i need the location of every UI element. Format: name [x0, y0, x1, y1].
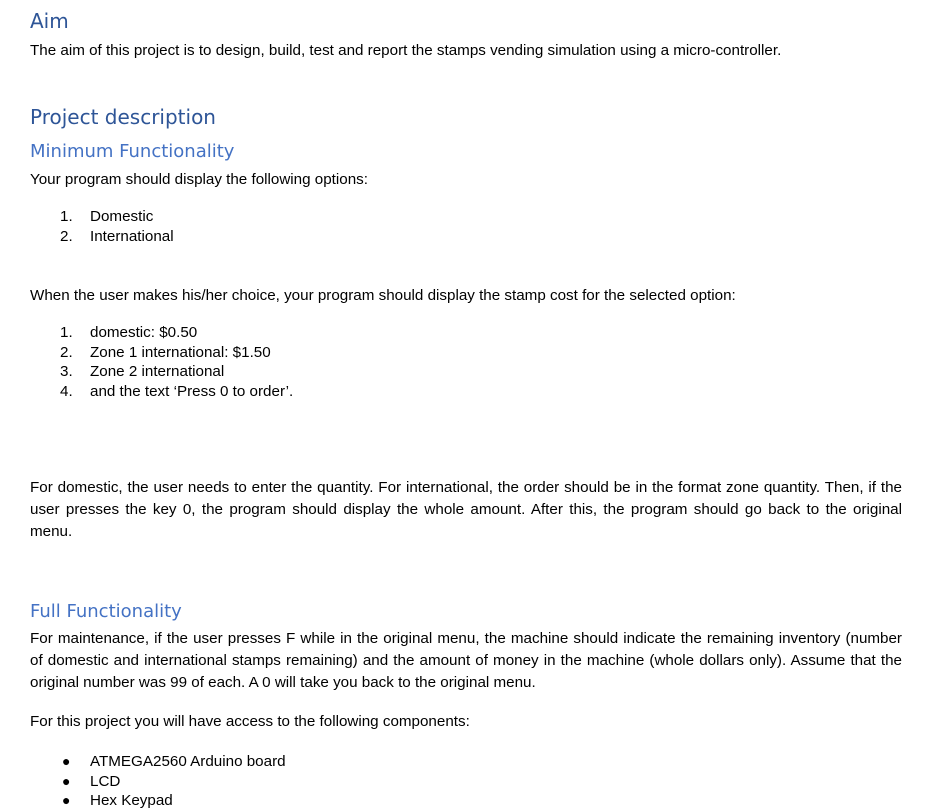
- list-item-text: ATMEGA2560 Arduino board: [90, 753, 286, 770]
- costs-list: [60, 323, 293, 401]
- list-number: 2.: [60, 343, 73, 361]
- choice-text: When the user makes his/her choice, your program should display the stamp cost for the selected option:: [30, 287, 736, 304]
- list-item-text: domestic: $0.50: [90, 324, 198, 341]
- list-item-text: Domestic: [90, 208, 154, 225]
- list-item-text: Zone 1 international: $1.50: [90, 343, 271, 361]
- list-item: [60, 772, 286, 792]
- list-item-text: International: [90, 227, 174, 245]
- bullet-icon: ●: [62, 753, 71, 769]
- options-list: [60, 207, 174, 246]
- project-description-heading: Project description: [30, 105, 216, 129]
- list-number: 4.: [60, 382, 73, 400]
- bullet-icon: ●: [62, 792, 71, 809]
- list-item-text: and the text ‘Press 0 to order’.: [90, 382, 294, 400]
- list-number: 2.: [60, 227, 73, 245]
- list-item: [60, 343, 293, 363]
- list-item: [60, 362, 293, 382]
- list-item: [60, 752, 286, 772]
- components-intro-text: For this project you will have access to the following components:: [30, 713, 470, 730]
- options-intro-text: Your program should display the following options:: [30, 171, 368, 188]
- list-number: 3.: [60, 363, 73, 381]
- maintenance-text: For maintenance, if the user presses F while in the original menu, the machine should indicate the remaining inventory (number of domestic and international stamps remaining) and the amount of money in the machine (whole dollars only). Assume that the original number was 99 of each. A 0 will take you back to the original menu.: [30, 630, 902, 691]
- aim-heading: Aim: [30, 9, 69, 33]
- bullet-icon: ●: [62, 772, 71, 789]
- aim-text: The aim of this project is to design, build, test and report the stamps vending simulation using a micro-controller.: [30, 42, 782, 59]
- list-item: [60, 323, 293, 343]
- list-item: [60, 791, 286, 811]
- list-item: [60, 227, 174, 247]
- order-text: For domestic, the user needs to enter the quantity. For international, the order should be in the format zone quantity. Then, if the user presses the key 0, the program should display the whole amount. After this, the program should go back to the original menu.: [30, 479, 902, 540]
- list-item: [60, 382, 293, 402]
- list-item: [60, 207, 174, 227]
- list-number: 1.: [60, 324, 73, 341]
- full-functionality-heading: Full Functionality: [30, 601, 182, 622]
- components-list: [60, 752, 286, 811]
- list-item-text: Zone 2 international: [90, 363, 225, 381]
- list-number: 1.: [60, 208, 73, 225]
- list-item-text: Hex Keypad: [90, 792, 173, 810]
- list-item-text: LCD: [90, 772, 121, 790]
- minimum-functionality-heading: Minimum Functionality: [30, 141, 235, 162]
